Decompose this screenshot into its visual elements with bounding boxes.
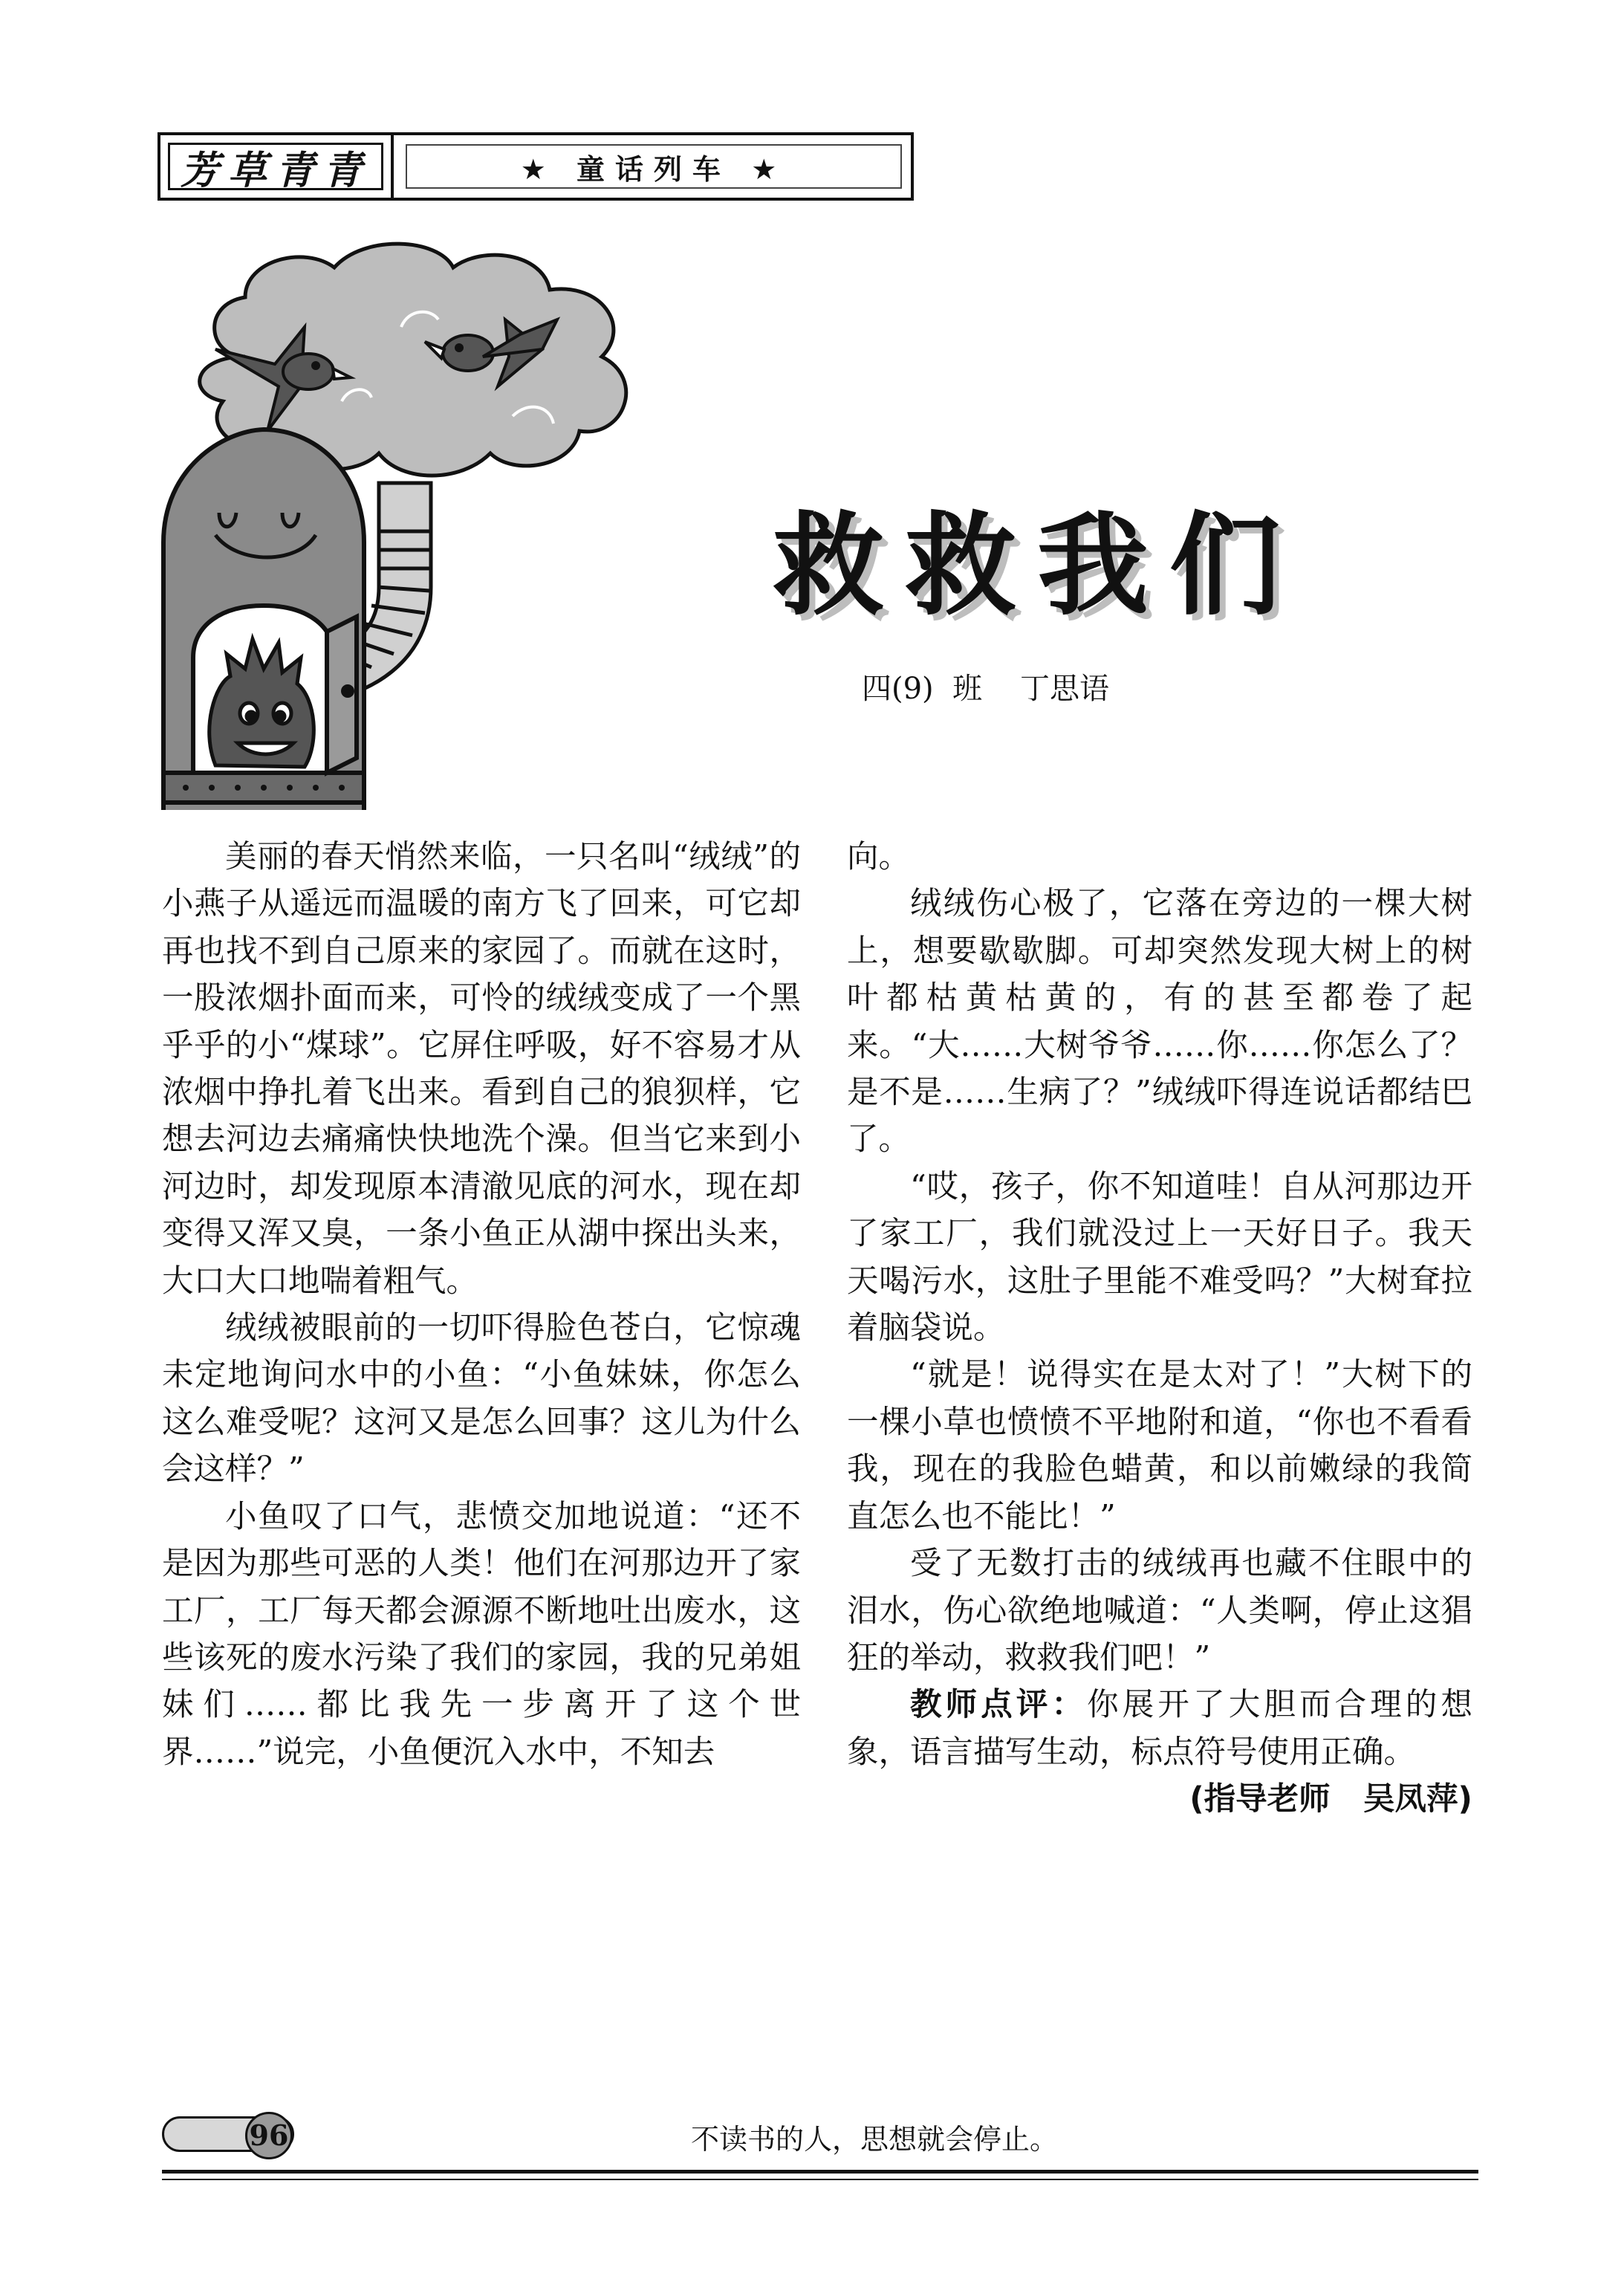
article-column-right (847, 834, 1472, 1824)
footer-quote: 不读书的人，思想就会停止。 (691, 2123, 1059, 2156)
page-number: 96 (245, 2112, 293, 2159)
paragraph: 绒绒被眼前的一切吓得脸色苍白，它惊魂未定地询问水中的小鱼：“小鱼妹妹，你怎么这么难受呢？这河又是怎么回事？这儿为什么会这样？” (162, 1310, 801, 1488)
footer-rule (162, 2170, 1478, 2174)
paragraph: “哎，孩子，你不知道哇！自从河那边开了家工厂，我们就没过上一天好日子。我天天喝污水，这肚子里能不难受吗？”大树耷拉着脑袋说。 (847, 1168, 1472, 1347)
article-column-left (162, 834, 801, 1776)
section-banner (157, 132, 394, 201)
column-banner (394, 132, 914, 201)
teacher-comment-label: 教师点评： (910, 1687, 1088, 1724)
article-byline: 四(9) 班 丁思语 (862, 672, 1109, 706)
article-title: 救救我们 (773, 502, 1302, 631)
column-name: ★ 童话列车 ★ (406, 144, 902, 189)
paragraph: 小鱼叹了口气，悲愤交加地说道：“还不是因为那些可恶的人类！他们在河那边开了家工厂，工厂每天都会源源不断地吐出废水，这些该死的废水污染了我们的家园，我的兄弟姐妹们……都比我先一步离开了这个世界……”说完，小鱼便沉入水中，不知去 (162, 1498, 801, 1771)
advisor-signature: (指导老师 吴凤萍) (1189, 1781, 1472, 1818)
footer-rule (162, 2179, 1478, 2180)
paragraph: “就是！说得实在是太对了！”大树下的一棵小草也愤愤不平地附和道，“你也不看看我，现在的我脸色蜡黄，和以前嫩绿的我简直怎么也不能比！” (847, 1357, 1472, 1535)
teacher-comment (847, 1682, 1472, 1776)
paragraph: 受了无数打击的绒绒再也藏不住眼中的泪水，伤心欲绝地喊道：“人类啊，停止这猖狂的举动，救救我们吧！” (847, 1546, 1472, 1676)
teacher-comment-text: 你展开了大胆而合理的想象，语言描写生动，标点符号使用正确。 (847, 1687, 1472, 1771)
paragraph: 美丽的春天悄然来临，一只名叫“绒绒”的小燕子从遥远而温暖的南方飞了回来，可它却再也找不到自己原来的家园了。而就在这时，一股浓烟扑面而来，可怜的绒绒变成了一个黑乎乎的小“煤球”。它屏住呼吸，好不容易才从浓烟中挣扎着飞出来。看到自己的狼狈样，它想去河边去痛痛快快地洗个澡。但当它来到小河边时，却发现原本清澈见底的河水，现在却变得又浑又臭，一条小鱼正从湖中探出头来，大口大口地喘着粗气。 (162, 839, 801, 1300)
factory-illustration (156, 238, 810, 810)
section-name: 芳草青青 (168, 143, 383, 190)
paragraph: 向。 (847, 839, 911, 875)
paragraph: 绒绒伤心极了，它落在旁边的一棵大树上，想要歇歇脚。可却突然发现大树上的树叶都枯黄枯黄的，有的甚至都卷了起来。“大……大树爷爷……你……你怎么了？是不是……生病了？”绒绒吓得连说话都结巴了。 (847, 886, 1472, 1158)
